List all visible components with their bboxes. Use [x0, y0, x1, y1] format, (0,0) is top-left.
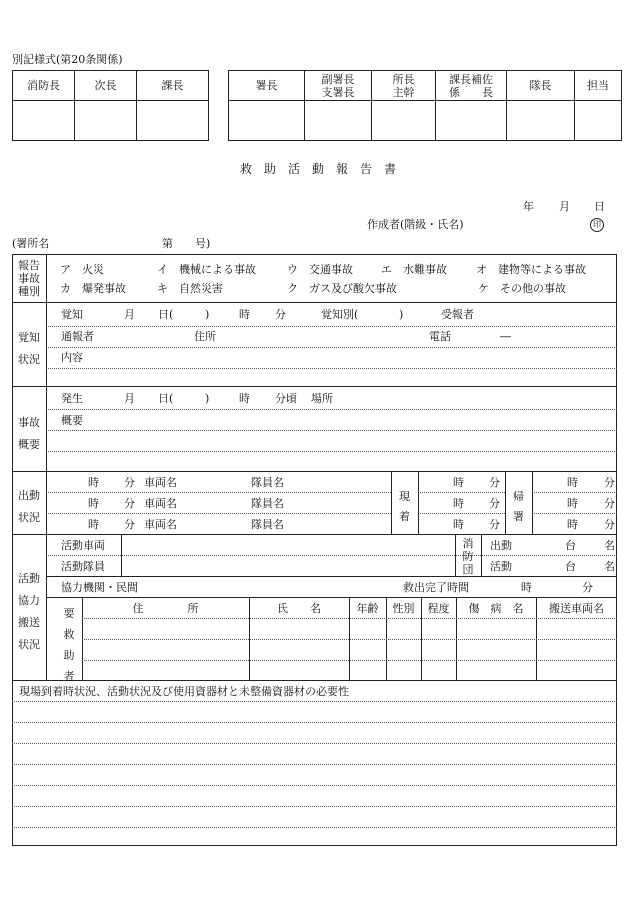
activity-vehicles-label: 活動車両 — [61, 539, 105, 552]
incident-summary-label: 概要 — [61, 414, 83, 427]
report-type-option[interactable]: オ 建物等による事故 — [476, 263, 586, 276]
fire-corps-units-label: 台 — [565, 539, 576, 552]
report-type-option[interactable]: ケ その他の事故 — [478, 282, 566, 295]
approval-header: 署長 — [229, 71, 305, 101]
return-hour-label: 時 — [567, 497, 578, 510]
station-number: 第 号) — [162, 237, 211, 250]
dispatch-vehicle-label: 車両名 — [144, 518, 177, 531]
return-minute-label: 分 — [604, 476, 615, 489]
dispatch-hour-label: 時 — [88, 497, 99, 510]
dispatch-minute-label: 分 — [124, 518, 135, 531]
station-label: (署所名 — [12, 237, 50, 250]
column-header: 年齢 — [356, 602, 379, 615]
awareness-paren-close: ) — [205, 308, 210, 321]
return-label: 帰 署 — [513, 490, 524, 523]
dispatch-vehicle-label: 車両名 — [144, 476, 177, 489]
approval-header: 課長補佐 係 長 — [436, 71, 507, 101]
column-header: 程度 — [427, 602, 450, 615]
column-header: 性別 — [392, 602, 415, 615]
approval-table-left — [12, 70, 209, 141]
dispatch-hour-label: 時 — [88, 518, 99, 531]
dispatch-minute-label: 分 — [124, 497, 135, 510]
fire-corps-persons-label: 名 — [604, 560, 615, 573]
fire-corps-active-label: 活動 — [490, 560, 512, 573]
stamp-cell[interactable] — [372, 101, 436, 141]
approval-header: 課長 — [137, 71, 209, 101]
awareness-reporter-label: 通報者 — [61, 330, 94, 343]
approval-header: 副署長 支署長 — [305, 71, 372, 101]
date-day: 日 — [594, 200, 605, 213]
stamp-cell[interactable] — [305, 101, 372, 141]
stamp-cell[interactable] — [229, 101, 305, 141]
activity-label: 活動 協力 搬送 状況 — [18, 572, 40, 651]
dispatch-vehicle-label: 車両名 — [144, 497, 177, 510]
fire-corps-dispatched-label: 出動 — [490, 539, 512, 552]
cooperation-label: 協力機関・民間 — [61, 581, 138, 594]
arrival-label: 現 着 — [399, 490, 410, 523]
arrival-minute-label: 分 — [489, 476, 500, 489]
stamp-cell[interactable] — [137, 101, 209, 141]
dispatch-label: 出動 状況 — [18, 489, 40, 524]
awareness-label: 覚知 状況 — [18, 331, 40, 366]
awareness-month-label: 月 — [124, 308, 135, 321]
awareness-phone-dash: ― — [500, 330, 511, 343]
seal-mark: 印 — [590, 218, 604, 232]
stamp-cell[interactable] — [507, 101, 575, 141]
remarks-label: 現場到着時状況、活動状況及び使用資器材と未整備資器材の必要性 — [19, 685, 349, 698]
stamp-cell[interactable] — [75, 101, 137, 141]
report-type-option[interactable]: エ 水難事故 — [381, 263, 447, 276]
stamp-cell[interactable] — [575, 101, 622, 141]
awareness-receiver-label: 受報者 — [441, 308, 474, 321]
return-hour-label: 時 — [567, 476, 578, 489]
arrival-minute-label: 分 — [489, 518, 500, 531]
incident-minute-label: 分頃 — [275, 392, 297, 405]
approval-table-right — [228, 70, 622, 141]
incident-label: 事故 概要 — [18, 416, 40, 451]
report-type-label: 報告 事故 種別 — [18, 259, 40, 298]
approval-header: 担当 — [575, 71, 622, 101]
report-type-option[interactable]: ク ガス及び酸欠事故 — [287, 282, 397, 295]
return-minute-label: 分 — [604, 518, 615, 531]
dispatch-hour-label: 時 — [88, 476, 99, 489]
arrival-hour-label: 時 — [453, 518, 464, 531]
return-hour-label: 時 — [567, 518, 578, 531]
awareness-day-label: 日( — [158, 308, 174, 321]
awareness-type-close: ) — [399, 308, 404, 321]
rescue-minute-label: 分 — [582, 581, 593, 594]
dispatch-crew-label: 隊員名 — [251, 497, 284, 510]
approval-header: 所長 主幹 — [372, 71, 436, 101]
awareness-type-label: 覚知別( — [321, 308, 359, 321]
date-month: 月 — [559, 200, 570, 213]
activity-crew-label: 活動隊員 — [61, 560, 105, 573]
author-label: 作成者(階級・氏名) — [367, 218, 464, 231]
awareness-minute-label: 分 — [275, 308, 286, 321]
report-type-option[interactable]: ウ 交通事故 — [287, 263, 353, 276]
dispatch-crew-label: 隊員名 — [251, 518, 284, 531]
approval-header: 隊長 — [507, 71, 575, 101]
document-title: 救 助 活 動 報 告 書 — [240, 162, 397, 176]
incident-occurred-label: 発生 — [61, 392, 83, 405]
incident-paren-close: ) — [205, 392, 210, 405]
incident-place-label: 場所 — [311, 392, 333, 405]
incident-hour-label: 時 — [239, 392, 250, 405]
report-type-option[interactable]: イ 機械による事故 — [157, 263, 256, 276]
awareness-kakuchi-label: 覚知 — [61, 308, 83, 321]
stamp-cell[interactable] — [13, 101, 75, 141]
approval-header: 次長 — [75, 71, 137, 101]
date-year: 年 — [523, 200, 534, 213]
arrival-hour-label: 時 — [453, 476, 464, 489]
report-type-option[interactable]: ア 火災 — [60, 263, 104, 276]
rescue-complete-label: 救出完了時間 — [403, 581, 469, 594]
incident-month-label: 月 — [124, 392, 135, 405]
awareness-content-label: 内容 — [61, 351, 83, 364]
fire-corps-persons-label: 名 — [604, 539, 615, 552]
column-header: 搬送車両名 — [549, 602, 604, 615]
awareness-phone-label: 電話 — [429, 330, 451, 343]
stamp-cell[interactable] — [436, 101, 507, 141]
report-type-option[interactable]: カ 爆発事故 — [60, 282, 126, 295]
approval-header: 消防長 — [13, 71, 75, 101]
fire-corps-label: 消 防 団 — [462, 537, 474, 576]
arrival-minute-label: 分 — [489, 497, 500, 510]
dispatch-crew-label: 隊員名 — [251, 476, 284, 489]
rescued-label: 要 救 助 者 — [63, 607, 75, 683]
column-header: 住 所 — [132, 602, 199, 615]
column-header: 氏 名 — [277, 602, 321, 615]
dispatch-minute-label: 分 — [124, 476, 135, 489]
return-minute-label: 分 — [604, 497, 615, 510]
awareness-address-label: 住所 — [194, 330, 216, 343]
form-note: 別記様式(第20条関係) — [12, 53, 123, 66]
arrival-hour-label: 時 — [453, 497, 464, 510]
incident-day-label: 日( — [158, 392, 174, 405]
fire-corps-units-label: 台 — [565, 560, 576, 573]
column-header: 傷 病 名 — [468, 602, 524, 615]
awareness-hour-label: 時 — [239, 308, 250, 321]
rescue-hour-label: 時 — [521, 581, 532, 594]
report-type-option[interactable]: キ 自然災害 — [157, 282, 223, 295]
